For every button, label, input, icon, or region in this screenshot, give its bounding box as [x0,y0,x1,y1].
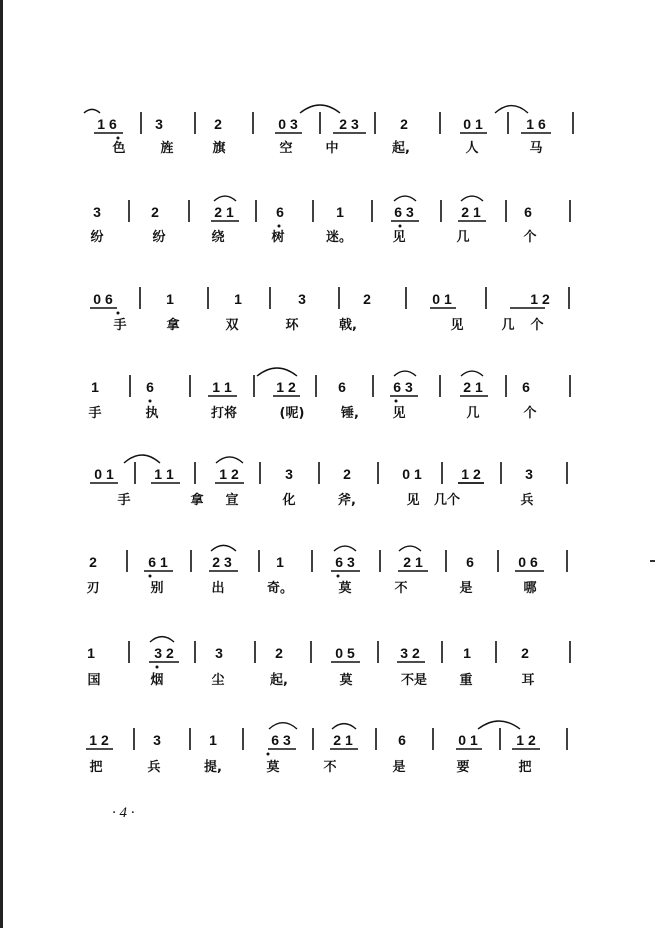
lyric-syllable: 见 [450,318,464,333]
note-cell: 3 2 [400,645,420,661]
lyric-syllable: 起, [270,673,288,688]
note-cell: 2 [89,554,97,570]
lyric-syllable: 化 [282,493,296,508]
lyric-syllable: 拿 [166,318,180,333]
lyric-syllable: 人 [465,141,479,156]
page-number: · 4 · [112,805,135,821]
lyric-syllable: 打将 [210,406,238,421]
lyric-syllable: 尘 [211,673,225,688]
note-cell: 3 [525,466,533,482]
slur-arc [214,196,236,201]
note-cell: 1 [234,291,242,307]
note-cell: 1 2 [219,466,239,482]
lyric-syllable: 迷。 [325,230,353,245]
lyric-syllable: 旗 [212,141,226,156]
note-cell: 2 1 [403,554,423,570]
lyric-syllable: 不是 [400,673,428,688]
note-cell: 1 [276,554,284,570]
note-cell: 1 6 [526,116,546,132]
slur-arc [478,721,520,729]
note-cell: 1 2 [89,732,109,748]
lyric-syllable: 莫 [339,673,353,688]
note-cell: 2 1 [333,732,353,748]
lyric-syllable: 手 [117,493,131,508]
lyric-syllable: 提, [204,760,222,775]
lyric-syllable: 拿 [190,493,204,508]
lyric-syllable: 个 [523,230,537,245]
slur-arc [150,637,174,642]
note-cell: 3 2 [154,645,174,661]
note-cell: 1 [91,379,99,395]
note-cell: 2 [400,116,408,132]
lyric-syllable: 国 [87,673,101,688]
lyric-syllable: 是 [392,760,406,775]
octave-dot [117,312,120,315]
octave-dot [278,225,281,228]
lyric-syllable: 中 [325,141,339,156]
note-cell: 6 3 [335,554,355,570]
lyric-syllable: 兵 [520,493,534,508]
note-cell: 1 [463,645,471,661]
note-cell: 1 2 [516,732,536,748]
lyric-syllable: (呢) [279,406,305,421]
note-cell: 1 [336,204,344,220]
slur-arc [495,106,528,113]
note-cell: 1 1 [154,466,174,482]
slur-arc [394,371,416,376]
note-cell: 1 6 [97,116,117,132]
slur-arc [461,196,483,201]
note-cell: 2 1 [461,204,481,220]
note-cell: 6 [276,204,284,220]
slur-arc [124,455,160,463]
slur-arc [300,105,340,113]
lyric-syllable: 重 [459,673,473,688]
note-cell: 6 1 [148,554,168,570]
note-cell: 3 [93,204,101,220]
slur-arc [216,457,243,463]
slur-arc [394,196,416,201]
note-cell: 0 6 [93,291,113,307]
note-cell: 1 [87,645,95,661]
lyric-syllable: 兵 [147,760,161,775]
note-cell: 1 1 [212,379,232,395]
note-cell: 3 [298,291,306,307]
note-cell: 0 5 [335,645,355,661]
note-cell: 3 [215,645,223,661]
lyric-syllable: 纷 [152,230,166,245]
lyric-syllable: 见 [406,493,420,508]
note-cell: 2 1 [463,379,483,395]
octave-dot [156,666,159,669]
octave-dot [149,400,152,403]
note-cell: 6 [524,204,532,220]
note-cell: 3 [285,466,293,482]
lyric-syllable: 个 [530,318,544,333]
note-cell: 1 [166,291,174,307]
note-cell: 0 1 [94,466,114,482]
lyric-syllable: 奇。 [266,581,294,596]
lyric-syllable: 见 [392,230,406,245]
note-cell: 0 1 [402,466,422,482]
lyric-syllable: 马 [529,141,543,156]
lyric-syllable: 是 [459,581,473,596]
lyric-syllable: 不 [394,581,408,596]
lyric-syllable: 莫 [266,760,280,775]
slur-arc [257,368,297,376]
note-cell: 2 [521,645,529,661]
slur-arc [332,724,356,729]
note-cell: 6 [338,379,346,395]
note-cell: 1 2 [276,379,296,395]
note-cell: 6 3 [394,204,414,220]
note-cell: 0 6 [518,554,538,570]
lyric-syllable: 不 [323,760,337,775]
octave-dot [149,575,152,578]
lyric-syllable: 环 [285,318,299,333]
note-cell: 1 2 [530,291,550,307]
slur-arc [461,371,483,376]
note-cell: 2 1 [214,204,234,220]
lyric-syllable: 宣 [225,493,239,508]
lyric-syllable: 旌 [160,141,174,156]
lyric-syllable: 绕 [211,230,225,245]
lyric-syllable: 耳 [521,673,535,688]
note-cell: 0 1 [463,116,483,132]
note-cell: 6 3 [271,732,291,748]
lyric-syllable: 双 [225,318,239,333]
lyric-syllable: 莫 [338,581,352,596]
note-cell: 6 [398,732,406,748]
lyric-syllable: 要 [456,760,470,775]
lyric-syllable: 几 [466,406,480,421]
slur-arc [269,723,297,729]
note-cell: 3 [155,116,163,132]
lyric-syllable: 几 [456,230,470,245]
lyric-syllable: 手 [113,318,127,333]
note-cell: 0 3 [278,116,298,132]
slur-arc [334,546,356,551]
note-cell: 6 [466,554,474,570]
note-cell: 2 [275,645,283,661]
note-cell: 2 3 [212,554,232,570]
note-cell: 0 1 [432,291,452,307]
note-cell: 2 [214,116,222,132]
slur-arc [399,546,421,551]
lyric-syllable: 烟 [150,673,164,688]
lyric-syllable: 把 [89,760,103,775]
lyric-syllable: 锤, [341,406,359,421]
lyric-syllable: 别 [150,581,164,596]
note-cell: 6 [522,379,530,395]
lyric-syllable: 哪 [523,581,537,596]
octave-dot [395,400,398,403]
octave-dot [117,137,120,140]
lyric-syllable: 执 [145,406,159,421]
lyric-syllable: 树 [271,230,285,245]
lyric-syllable: 斧, [338,493,356,508]
lyric-syllable: 见 [392,406,406,421]
lyric-syllable: 手 [88,406,102,421]
note-cell: 6 [146,379,154,395]
octave-dot [267,753,270,756]
note-cell: 2 [343,466,351,482]
note-cell: 2 [151,204,159,220]
slur-arc [84,109,100,113]
lyric-syllable: 个 [523,406,537,421]
lyric-syllable: 空 [279,141,293,156]
octave-dot [399,225,402,228]
lyric-syllable: 几个 [433,493,461,508]
note-cell: 0 1 [458,732,478,748]
octave-dot [337,575,340,578]
lyric-syllable: 戟, [339,318,357,333]
note-cell: 1 [209,732,217,748]
note-cell: 6 3 [393,379,413,395]
lyric-syllable: 几 [501,318,515,333]
note-cell: 3 [153,732,161,748]
slur-arc [211,545,236,551]
lyric-syllable: 起, [392,141,410,156]
note-cell: 1 2 [461,466,481,482]
lyric-syllable: 出 [211,581,225,596]
note-cell: 2 [363,291,371,307]
lyric-syllable: 色 [112,141,126,156]
lyric-syllable: 纷 [90,230,104,245]
note-cell: 2 3 [339,116,359,132]
lyric-syllable: 刃 [86,581,100,596]
lyric-syllable: 把 [518,760,532,775]
